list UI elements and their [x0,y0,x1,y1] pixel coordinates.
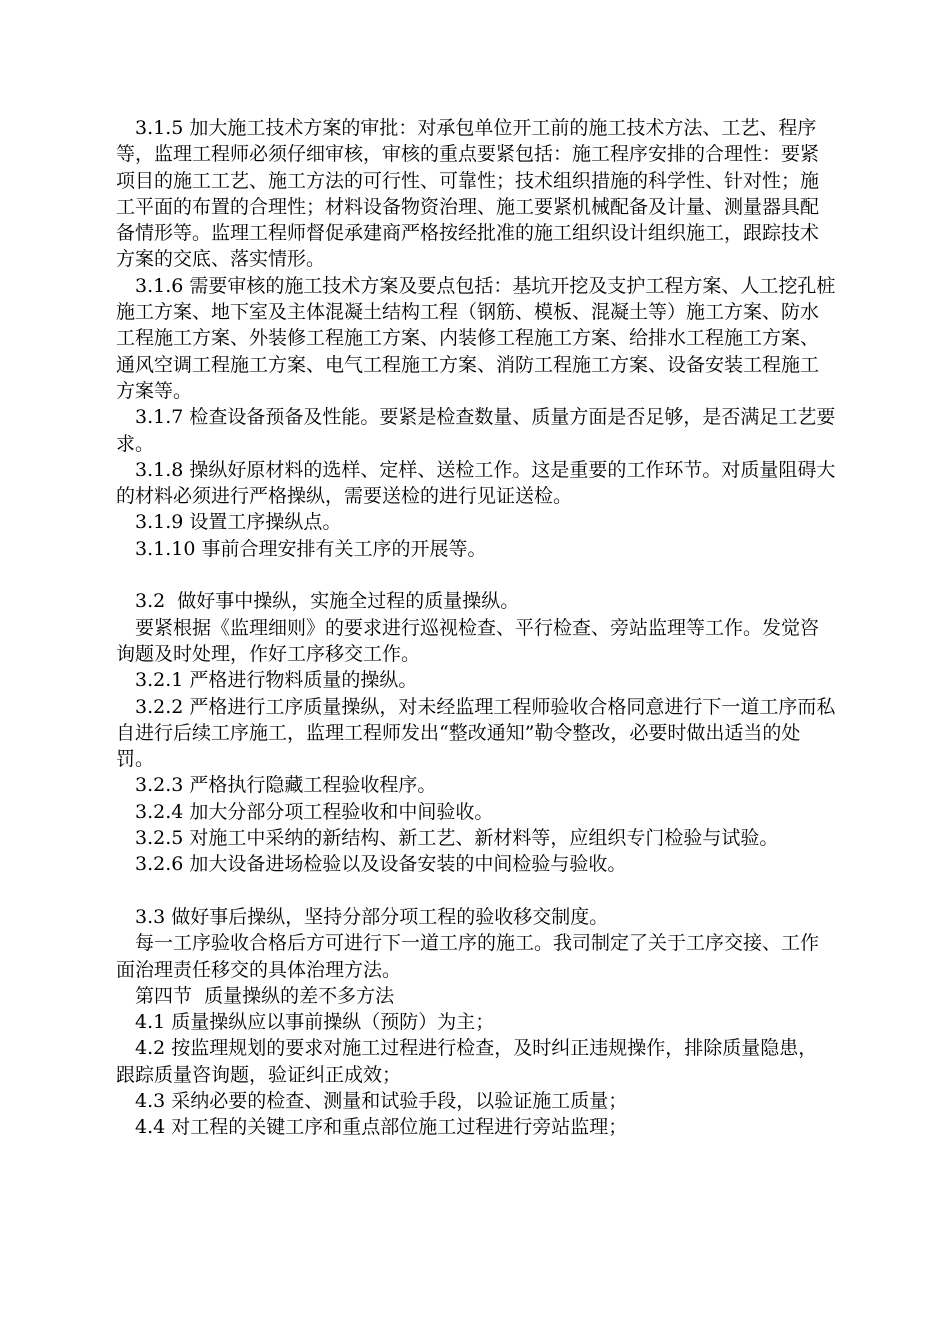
paragraph-3-3-intro: 每一工序验收合格后方可进行下一道工序的施工。我司制定了关于工序交接、工作面治理责任移交的具体治理方法。 [116,932,820,981]
paragraph-3-1-9: 3.1.9 设置工序操纵点。 [135,511,342,534]
paragraph-3-1-5: 3.1.5 加大施工技术方案的审批：对承包单位开工前的施工技术方法、工艺、程序等，监理工程师必须仔细审核，审核的重点要紧包括：施工程序安排的合理性：要紧项目的施工工艺、施工方法的可行性、可靠性；技术组织措施的科学性、针对性；施工平面的布置的合理性；材料设备物资治理、施工要紧机械配备及计量、测量器具配备情形等。监理工程师督促承建商严格按经批准的施工组织设计组织施工，跟踪技术方案的交底、落实情形。 [116,117,820,271]
blank-line [116,562,836,588]
paragraph-3-1-6: 3.1.6 需要审核的施工技术方案及要点包括：基坑开挖及支护工程方案、人工挖孔桩施工方案、地下室及主体混凝土结构工程（钢筋、模板、混凝土等）施工方案、防水工程施工方案、外装修工程施工方案、内装修工程施工方案、给排水工程施工方案、通风空调工程施工方案、电气工程施工方案、消防工程施工方案、设备安装工程施工方案等。 [116,274,836,402]
paragraph-3-2-2: 3.2.2 严格进行工序质量操纵，对未经监理工程师验收合格同意进行下一道工序而私自进行后续工序施工，监理工程师发出“整改通知”勒令整改，必要时做出适当的处罚。 [116,695,836,771]
section-heading-3-3: 3.3 做好事后操纵，坚持分部分项工程的验收移交制度。 [135,905,609,928]
paragraph-3-1-10: 3.1.10 事前合理安排有关工序的开展等。 [135,537,487,560]
blank-line [116,878,836,904]
paragraph-4-4: 4.4 对工程的关键工序和重点部位施工过程进行旁站监理； [135,1116,628,1139]
paragraph-3-2-5: 3.2.5 对施工中采纳的新结构、新工艺、新材料等，应组织专门检验与试验。 [135,827,779,850]
paragraph-3-2-4: 3.2.4 加大分部分项工程验收和中间验收。 [135,800,494,823]
paragraph-3-2-1: 3.2.1 严格进行物料质量的操纵。 [135,669,418,692]
section-heading-3-2: 3.2 做好事中操纵，实施全过程的质量操纵。 [135,590,520,613]
paragraph-4-1: 4.1 质量操纵应以事前操纵（预防）为主； [135,1011,495,1034]
section-heading-4: 第四节 质量操纵的差不多方法 [135,984,395,1007]
paragraph-3-2-6: 3.2.6 加大设备进场检验以及设备安装的中间检验与验收。 [135,853,627,876]
document-page [116,115,836,1141]
paragraph-3-1-7: 3.1.7 检查设备预备及性能。要紧是检查数量、质量方面是否足够，是否满足工艺要求。 [116,406,836,455]
paragraph-3-1-8: 3.1.8 操纵好原材料的选样、定样、送检工作。这是重要的工作环节。对质量阻碍大的材料必须进行严格操纵，需要送检的进行见证送检。 [116,458,836,508]
paragraph-3-2-intro: 要紧根据《监理细则》的要求进行巡视检查、平行检查、旁站监理等工作。发觉咨询题及时处理，作好工序移交工作。 [116,616,820,665]
paragraph-3-2-3: 3.2.3 严格执行隐藏工程验收程序。 [135,774,437,797]
paragraph-4-2: 4.2 按监理规划的要求对施工过程进行检查，及时纠正违规操作，排除质量隐患，跟踪质量咨询题，验证纠正成效； [116,1037,818,1086]
paragraph-4-3: 4.3 采纳必要的检查、测量和试验手段，以验证施工质量； [135,1089,628,1112]
